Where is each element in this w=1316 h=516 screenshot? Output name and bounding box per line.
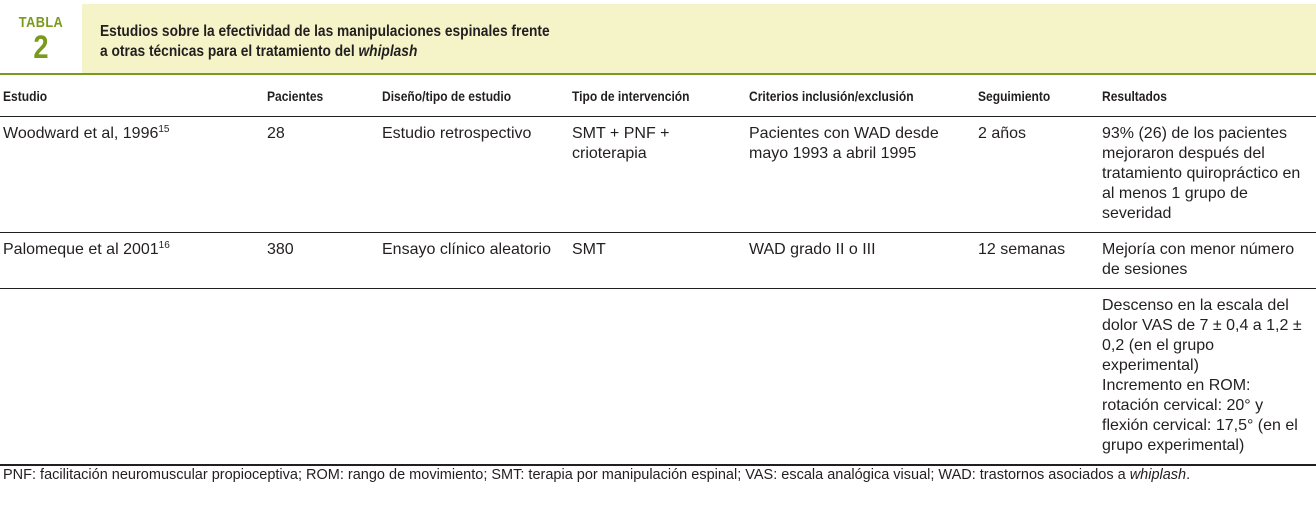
cell-seguimiento: 2 años bbox=[978, 117, 1102, 233]
column-header: Seguimiento bbox=[978, 80, 1102, 117]
column-header: Criterios inclusión/exclusión bbox=[749, 80, 978, 117]
column-header: Tipo de intervención bbox=[572, 80, 749, 117]
header-row bbox=[0, 80, 1316, 117]
column-header: Resultados bbox=[1102, 80, 1316, 117]
cell-empty bbox=[572, 289, 749, 466]
footnote-end: . bbox=[1186, 467, 1191, 483]
table-number: 2 bbox=[33, 29, 49, 65]
table-label-word: TABLA bbox=[18, 14, 64, 31]
table-label bbox=[0, 0, 82, 74]
column-header: Pacientes bbox=[267, 80, 382, 117]
cell-criterios: Pacientes con WAD desde mayo 1993 a abril 1995 bbox=[749, 117, 978, 233]
cell-resultados: Mejoría con menor número de sesiones bbox=[1102, 233, 1316, 289]
title-line-2: a otras técnicas para el tratamiento del bbox=[100, 43, 359, 60]
cell-criterios: WAD grado II o III bbox=[749, 233, 978, 289]
cell-empty bbox=[382, 289, 572, 466]
title-italic-term: whiplash bbox=[358, 43, 418, 60]
cell-intervencion: SMT bbox=[572, 233, 749, 289]
cell-empty bbox=[267, 289, 382, 466]
column-header: Diseño/tipo de estudio bbox=[382, 80, 572, 117]
cell-pacientes: 28 bbox=[267, 117, 382, 233]
cell-estudio: Palomeque et al 2001$^{16}$ bbox=[0, 233, 267, 289]
cell-diseno: Ensayo clínico aleatorio bbox=[382, 233, 572, 289]
cell-resultados bbox=[1102, 289, 1316, 466]
cell-empty bbox=[0, 289, 267, 466]
resultados-rom: Incremento en ROM: rotación cervical: 20° y flexión cervical: 17,5° (en el grupo experimental) bbox=[1102, 377, 1298, 454]
cell-intervencion: SMT + PNF + crioterapia bbox=[572, 117, 749, 233]
studies-table bbox=[0, 80, 1316, 466]
table-row bbox=[0, 117, 1316, 233]
table-title bbox=[100, 22, 1046, 62]
resultados-vas: Descenso en la escala del dolor VAS de 7 ± 0,4 a 1,2 ± 0,2 (en el grupo experimental) bbox=[1102, 297, 1302, 374]
cell-estudio: Woodward et al, 1996$^{15}$ bbox=[0, 117, 267, 233]
table-footnote bbox=[3, 466, 1303, 485]
title-panel bbox=[82, 4, 1316, 73]
column-header: Estudio bbox=[0, 80, 267, 117]
reference-number: 16 bbox=[158, 240, 170, 251]
cell-empty bbox=[978, 289, 1102, 466]
footnote-italic-term: whiplash bbox=[1129, 467, 1187, 483]
footnote-text: PNF: facilitación neuromuscular propioceptiva; ROM: rango de movimiento; SMT: terapia por manipulación espinal; VAS: escala analógica visual; WAD: trastornos asociados a bbox=[3, 467, 1130, 483]
cell-pacientes: 380 bbox=[267, 233, 382, 289]
table-row bbox=[0, 233, 1316, 289]
cell-resultados: 93% (26) de los pacientes mejoraron después del tratamiento quiropráctico en al menos 1 grupo de severidad bbox=[1102, 117, 1316, 233]
reference-number: 15 bbox=[158, 124, 170, 135]
header-divider bbox=[0, 73, 1316, 75]
cell-seguimiento: 12 semanas bbox=[978, 233, 1102, 289]
cell-empty bbox=[749, 289, 978, 466]
table-row bbox=[0, 289, 1316, 466]
cell-diseno: Estudio retrospectivo bbox=[382, 117, 572, 233]
title-line-1: Estudios sobre la efectividad de las manipulaciones espinales frente bbox=[100, 23, 550, 40]
table-header bbox=[0, 0, 1316, 74]
